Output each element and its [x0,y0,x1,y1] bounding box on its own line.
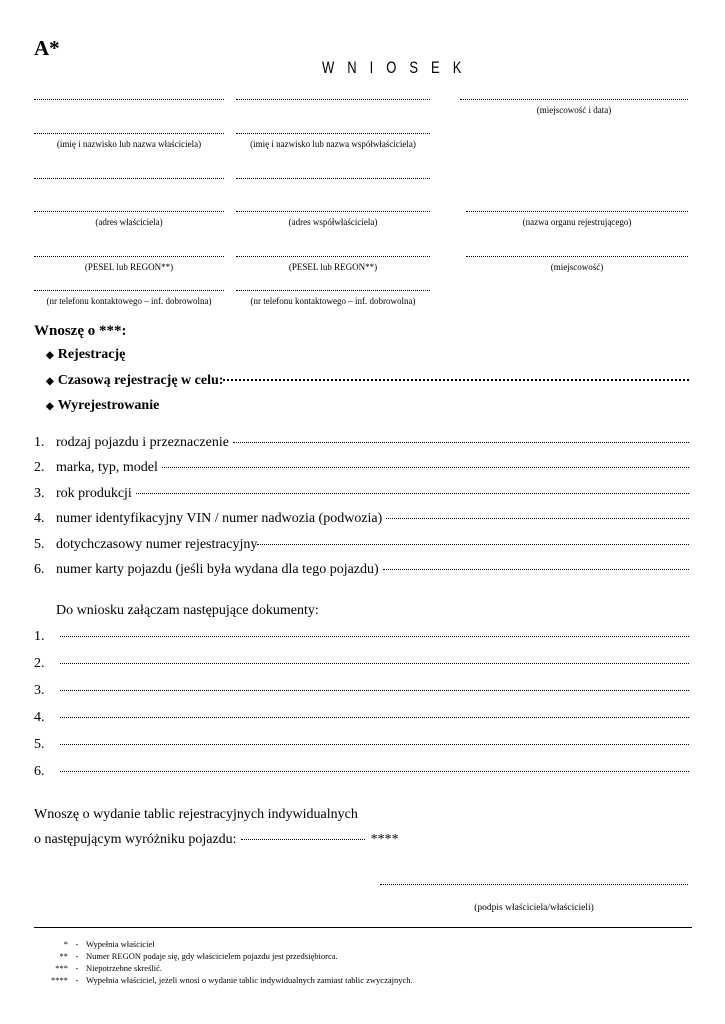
plates-line-1: Wnoszę o wydanie tablic rejestracyjnych indywidualnych [34,807,358,822]
plates-line-2-label: o następującym wyróżniku pojazdu: [34,832,237,847]
place-date-line[interactable] [460,99,688,100]
attachment-line[interactable] [34,764,689,780]
footnote [34,963,162,973]
owner-extra-line[interactable] [34,178,224,179]
footnote-divider [34,927,692,928]
option-registration-label: Rejestrację [57,347,126,362]
field-number: 4. [34,511,45,526]
vehicle-field-vin[interactable] [34,511,689,527]
attachment-line[interactable] [34,656,689,672]
signature-caption: (podpis właściciela/właścicieli) [474,903,594,913]
temporary-purpose-line[interactable] [223,379,689,381]
coowner-phone-caption: (nr telefonu kontaktowego – inf. dobrowolna) [250,296,416,306]
attachment-fill-line[interactable] [60,690,689,691]
owner-pesel-caption: (PESEL lub REGON**) [84,262,174,272]
option-registration[interactable] [46,347,125,363]
coowner-phone-line[interactable] [236,290,430,291]
field-fill-line[interactable] [257,544,689,545]
diamond-bullet-icon: ◆ [46,401,54,412]
coowner-name-line[interactable] [236,133,430,134]
attachment-number: 2. [34,656,45,671]
footnote-dash: - [75,975,79,985]
owner-phone-line[interactable] [34,290,224,291]
footnote-dash: - [75,939,79,949]
field-fill-line[interactable] [233,442,689,443]
owner-name-line[interactable] [34,133,224,134]
diamond-bullet-icon: ◆ [46,350,54,361]
vehicle-field-type[interactable] [34,435,689,451]
option-temporary-registration[interactable] [46,373,689,389]
field-label: dotychczasowy numer rejestracyjny [56,537,258,552]
footnote-text: Wypełnia właściciel, jeżeli wnosi o wydanie tablic indywidualnych zamiast tablic zwyczajnych. [86,975,413,985]
field-number: 3. [34,486,45,501]
authority-name-caption: (nazwa organu rejestrującego) [522,217,632,227]
coowner-pesel-caption: (PESEL lub REGON**) [288,262,378,272]
attachment-line[interactable] [34,629,689,645]
attachment-number: 3. [34,683,45,698]
coowner-address-line[interactable] [236,211,430,212]
footnote [34,951,338,961]
attachment-fill-line[interactable] [60,744,689,745]
plates-suffix: **** [370,832,399,847]
attachments-heading: Do wniosku załączam następujące dokumenty: [56,603,319,618]
field-fill-line[interactable] [383,569,689,570]
place-date-caption: (miejscowość i data) [536,105,612,115]
place-line[interactable] [466,256,688,257]
field-label: numer identyfikacyjny VIN / numer nadwozia (podwozia) [56,511,383,526]
signature-line[interactable] [380,884,688,885]
field-label: rodzaj pojazdu i przeznaczenie [56,435,229,450]
field-line-top-middle[interactable] [236,99,430,100]
field-number: 2. [34,460,45,475]
request-heading: Wnoszę o ***: [34,323,127,339]
footnote-symbol: **** [51,975,68,985]
attachment-line[interactable] [34,683,689,699]
owner-address-line[interactable] [34,211,224,212]
field-fill-line[interactable] [136,493,689,494]
owner-address-caption: (adres właściciela) [95,217,163,227]
footnote-symbol: ** [59,951,68,961]
footnote-text: Numer REGON podaje się, gdy właścicielem pojazdu jest przedsiębiorca. [86,951,338,961]
attachment-fill-line[interactable] [60,771,689,772]
vehicle-field-card[interactable] [34,562,689,578]
field-line-top-left[interactable] [34,99,224,100]
field-number: 6. [34,562,45,577]
option-temporary-registration-label: Czasową rejestrację w celu: [57,373,224,388]
footnote [34,975,413,985]
footnote [34,939,155,949]
field-number: 1. [34,435,45,450]
attachment-fill-line[interactable] [60,663,689,664]
field-label: numer karty pojazdu (jeśli była wydana dla tego pojazdu) [56,562,379,577]
field-label: rok produkcji [56,486,132,501]
vehicle-field-make[interactable] [34,460,689,476]
attachment-number: 1. [34,629,45,644]
vehicle-field-year[interactable] [34,486,689,502]
owner-name-caption: (imię i nazwisko lub nazwa właściciela) [56,139,202,149]
diamond-bullet-icon: ◆ [46,376,54,387]
place-caption: (miejscowość) [550,262,604,272]
coowner-pesel-line[interactable] [236,256,430,257]
footnote-dash: - [75,951,79,961]
owner-pesel-line[interactable] [34,256,224,257]
attachment-line[interactable] [34,710,689,726]
field-fill-line[interactable] [386,518,689,519]
attachment-line[interactable] [34,737,689,753]
coowner-address-caption: (adres współwłaściciela) [288,217,378,227]
attachment-fill-line[interactable] [60,636,689,637]
attachment-number: 6. [34,764,45,779]
footnote-symbol: * [63,939,68,949]
field-label: marka, typ, model [56,460,158,475]
field-fill-line[interactable] [162,467,689,468]
form-mark: A* [34,36,60,60]
footnote-symbol: *** [55,963,68,973]
attachment-fill-line[interactable] [60,717,689,718]
form-title: WNIOSEK [322,58,475,77]
plates-distinguisher-line[interactable] [241,839,365,840]
plates-line-2 [34,832,399,848]
attachment-number: 5. [34,737,45,752]
field-number: 5. [34,537,45,552]
footnote-text: Niepotrzebne skreślić. [86,963,162,973]
footnote-text: Wypełnia właściciel [86,939,155,949]
authority-name-line[interactable] [466,211,688,212]
owner-phone-caption: (nr telefonu kontaktowego – inf. dobrowolna) [46,296,212,306]
attachment-number: 4. [34,710,45,725]
coowner-extra-line[interactable] [236,178,430,179]
option-deregistration[interactable] [46,398,159,414]
option-deregistration-label: Wyrejestrowanie [57,398,160,413]
coowner-name-caption: (imię i nazwisko lub nazwa współwłaściciela) [250,139,416,149]
footnote-dash: - [75,963,79,973]
vehicle-field-reg-number[interactable] [34,537,689,553]
